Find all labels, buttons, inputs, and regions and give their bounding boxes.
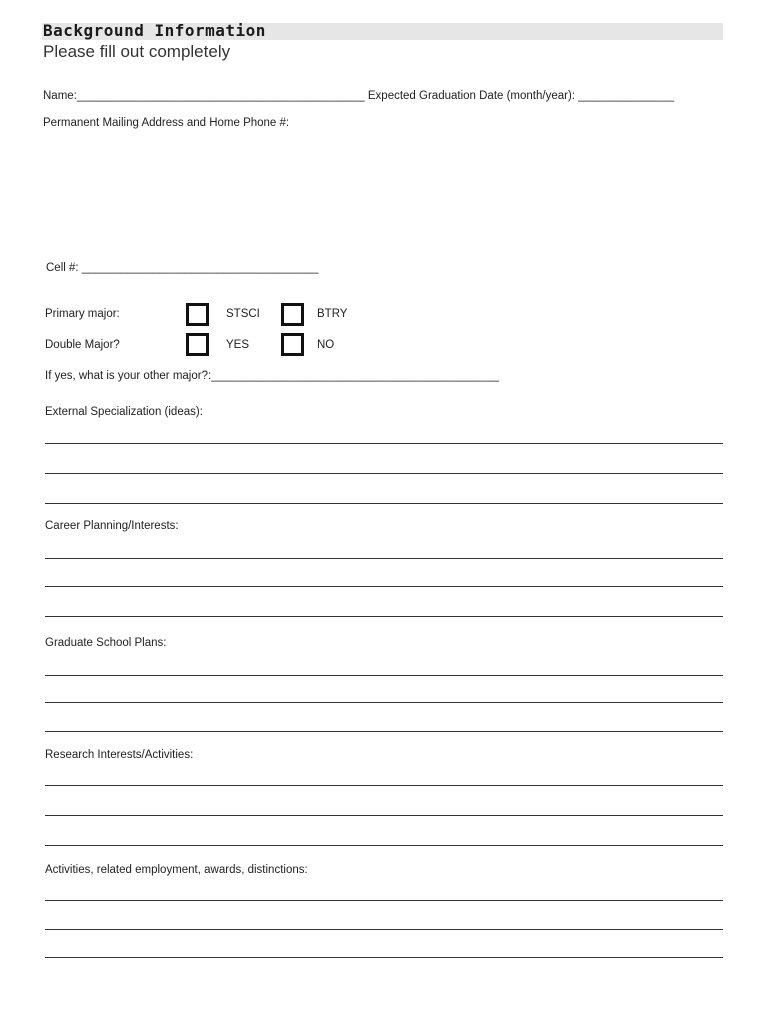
cell-line[interactable]: Cell #: _____________________________________ [46, 262, 319, 274]
yes-label: YES [226, 339, 250, 351]
primary-major-label: Primary major: [45, 308, 120, 320]
btry-label: BTRY [317, 308, 348, 320]
answer-line[interactable] [45, 586, 723, 587]
answer-line[interactable] [45, 702, 723, 703]
section-label-career-planning: Career Planning/Interests: [45, 520, 179, 532]
yes-checkbox[interactable] [186, 333, 209, 356]
double-major-label: Double Major? [45, 339, 120, 351]
answer-line[interactable] [45, 558, 723, 559]
stsci-label: STSCI [226, 308, 260, 320]
address-label: Permanent Mailing Address and Home Phone #: [43, 117, 290, 129]
answer-line[interactable] [45, 815, 723, 816]
no-checkbox[interactable] [281, 333, 304, 356]
answer-line[interactable] [45, 731, 723, 732]
answer-line[interactable] [45, 845, 723, 846]
section-label-activities: Activities, related employment, awards, distinctions: [45, 864, 308, 876]
btry-checkbox[interactable] [281, 303, 304, 326]
section-label-research-interests: Research Interests/Activities: [45, 749, 194, 761]
no-label: NO [317, 339, 335, 351]
page-title: Background Information [43, 21, 266, 40]
name-graduation-line[interactable]: Name:_____________________________________________ Expected Graduation Date (month/year): _______________ [43, 90, 675, 102]
answer-line[interactable] [45, 929, 723, 930]
section-label-graduate-school: Graduate School Plans: [45, 637, 167, 649]
answer-line[interactable] [45, 785, 723, 786]
answer-line[interactable] [45, 957, 723, 958]
answer-line[interactable] [45, 675, 723, 676]
answer-line[interactable] [45, 503, 723, 504]
answer-line[interactable] [45, 616, 723, 617]
answer-line[interactable] [45, 900, 723, 901]
answer-line[interactable] [45, 473, 723, 474]
section-label-external-specialization: External Specialization (ideas): [45, 406, 203, 418]
stsci-checkbox[interactable] [186, 303, 209, 326]
answer-line[interactable] [45, 443, 723, 444]
page-subtitle: Please fill out completely [43, 42, 231, 61]
other-major-line[interactable]: If yes, what is your other major?:_____________________________________________ [45, 370, 499, 382]
